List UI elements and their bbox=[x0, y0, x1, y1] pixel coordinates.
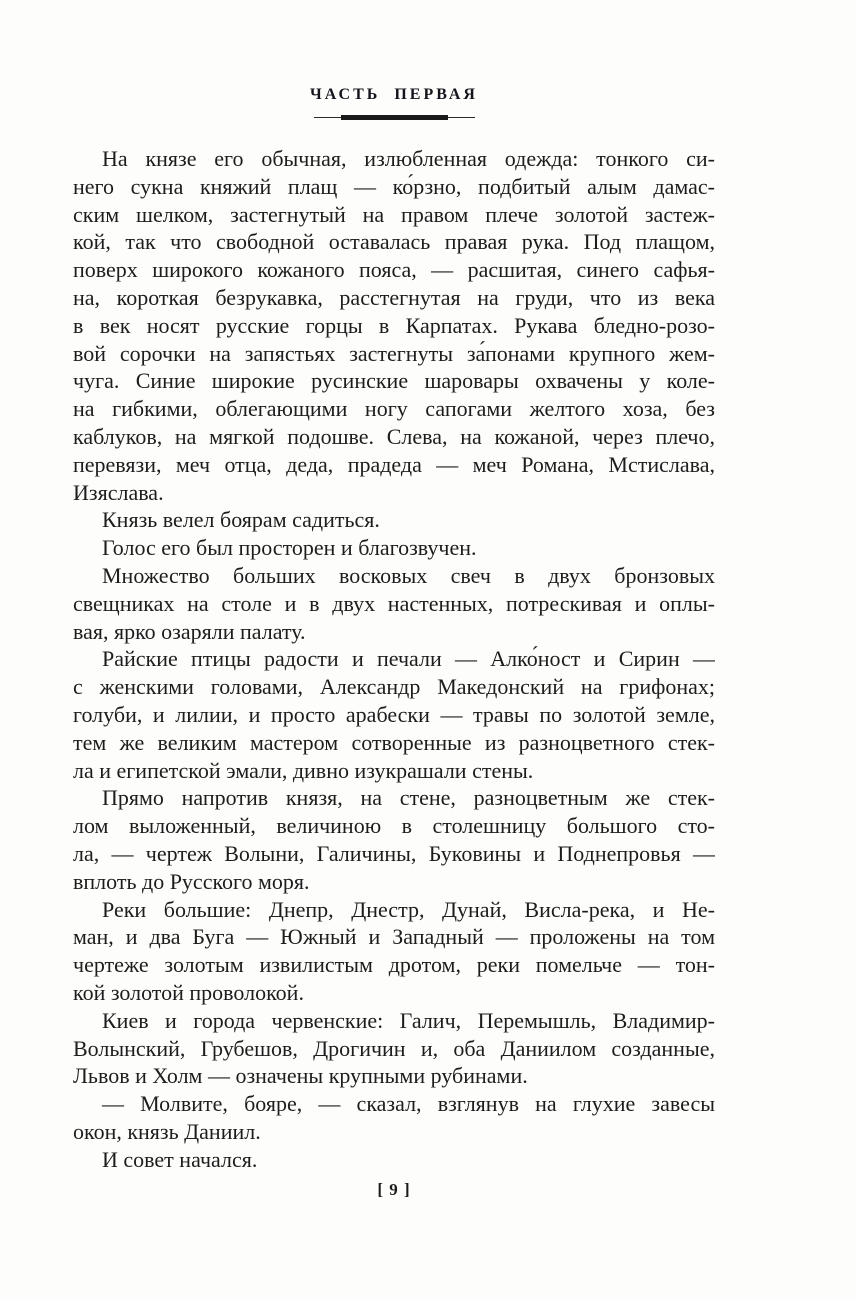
text-line: Львов и Холм — означены крупными рубинами. bbox=[73, 1063, 528, 1089]
text-line: Волынский, Грубешов, Дрогичин и, оба Даниилом созданные, bbox=[73, 1035, 715, 1061]
text-line: него сукна княжий плащ — ко́рзно, подбитый алым дамас- bbox=[73, 173, 715, 199]
body-text bbox=[73, 145, 715, 1173]
text-line: поверх широкого кожаного пояса, — расшитая, синего сафья- bbox=[73, 257, 715, 283]
text-line: в век носят русские горцы в Карпатах. Рукава бледно-розо- bbox=[73, 312, 715, 338]
text-line: голуби, и лилии, и просто арабески — травы по золотой земле, bbox=[73, 701, 715, 727]
text-line: Райские птицы радости и печали — Алко́ност и Сирин — bbox=[102, 646, 715, 672]
text-line: чертеже золотым извилистым дротом, реки помельче — тон- bbox=[73, 952, 715, 978]
paragraph bbox=[73, 506, 715, 534]
paragraph bbox=[73, 645, 715, 784]
text-line: кой золотой проволокой. bbox=[73, 979, 304, 1005]
text-line: Изяслава. bbox=[73, 479, 164, 505]
text-line: Прямо напротив князя, на стене, разноцветным же стек- bbox=[102, 785, 715, 811]
text-line: свещниках на столе и в двух настенных, потрескивая и оплы- bbox=[73, 590, 715, 616]
paragraph bbox=[73, 145, 715, 506]
text-line: Голос его был просторен и благозвучен. bbox=[102, 535, 477, 561]
text-line: на, короткая безрукавка, расстегнутая на груди, что из века bbox=[73, 284, 715, 310]
text-line: Князь велел боярам садиться. bbox=[102, 507, 380, 533]
paragraph bbox=[73, 896, 715, 1007]
text-line: вплоть до Русского моря. bbox=[73, 868, 310, 894]
text-line: тем же великим мастером сотворенные из разноцветного стек- bbox=[73, 729, 715, 755]
text-line: перевязи, меч отца, деда, прадеда — меч Романа, Мстислава, bbox=[73, 451, 715, 477]
text-line: — Молвите, бояре, — сказал, взглянув на глухие завесы bbox=[102, 1091, 715, 1117]
page-number: [ 9 ] bbox=[377, 1180, 411, 1200]
text-line: вая, ярко озаряли палату. bbox=[73, 618, 306, 644]
text-line: с женскими головами, Александр Македонский на грифонах; bbox=[73, 674, 715, 700]
text-line: Множество больших восковых свеч в двух бронзовых bbox=[102, 562, 715, 588]
paragraph bbox=[73, 1146, 715, 1174]
text-line: кой, так что свободной оставалась правая рука. Под плащом, bbox=[73, 229, 715, 255]
chapter-title: ЧАСТЬ ПЕРВАЯ bbox=[310, 86, 478, 103]
text-line: ла, — чертеж Волыни, Галичины, Буковины и Поднепровья — bbox=[73, 840, 715, 866]
paragraph bbox=[73, 1007, 715, 1090]
paragraph bbox=[73, 562, 715, 645]
text-line: И совет начался. bbox=[102, 1146, 258, 1172]
text-line: окон, князь Даниил. bbox=[73, 1118, 261, 1144]
text-line: вой сорочки на запястьях застегнуты за́понами крупного жем- bbox=[73, 340, 715, 366]
paragraph bbox=[73, 534, 715, 562]
text-line: ла и египетской эмали, дивно изукрашали стены. bbox=[73, 757, 534, 783]
text-line: лом выложенный, величиною в столешницу большого сто- bbox=[73, 813, 715, 839]
text-line: на гибкими, облегающими ногу сапогами желтого хоза, без bbox=[73, 396, 715, 422]
page-content bbox=[73, 0, 715, 1200]
paragraph bbox=[73, 1090, 715, 1146]
paragraph bbox=[73, 784, 715, 895]
text-line: Киев и города червенские: Галич, Перемышль, Владимир- bbox=[102, 1007, 715, 1033]
text-line: Реки большие: Днепр, Днестр, Дунай, Висла-река, и Не- bbox=[102, 896, 715, 922]
text-line: ским шелком, застегнутый на правом плече золотой застеж- bbox=[73, 201, 715, 227]
ornament-thick-rule bbox=[341, 115, 448, 120]
text-line: На князе его обычная, излюбленная одежда: тонкого си- bbox=[102, 146, 715, 171]
text-line: ман, и два Буга — Южный и Западный — проложены на том bbox=[73, 924, 715, 950]
text-line: каблуков, на мягкой подошве. Слева, на кожаной, через плечо, bbox=[73, 423, 715, 449]
text-line: чуга. Синие широкие русинские шаровары охвачены у коле- bbox=[73, 368, 715, 394]
header-ornament bbox=[314, 115, 475, 120]
